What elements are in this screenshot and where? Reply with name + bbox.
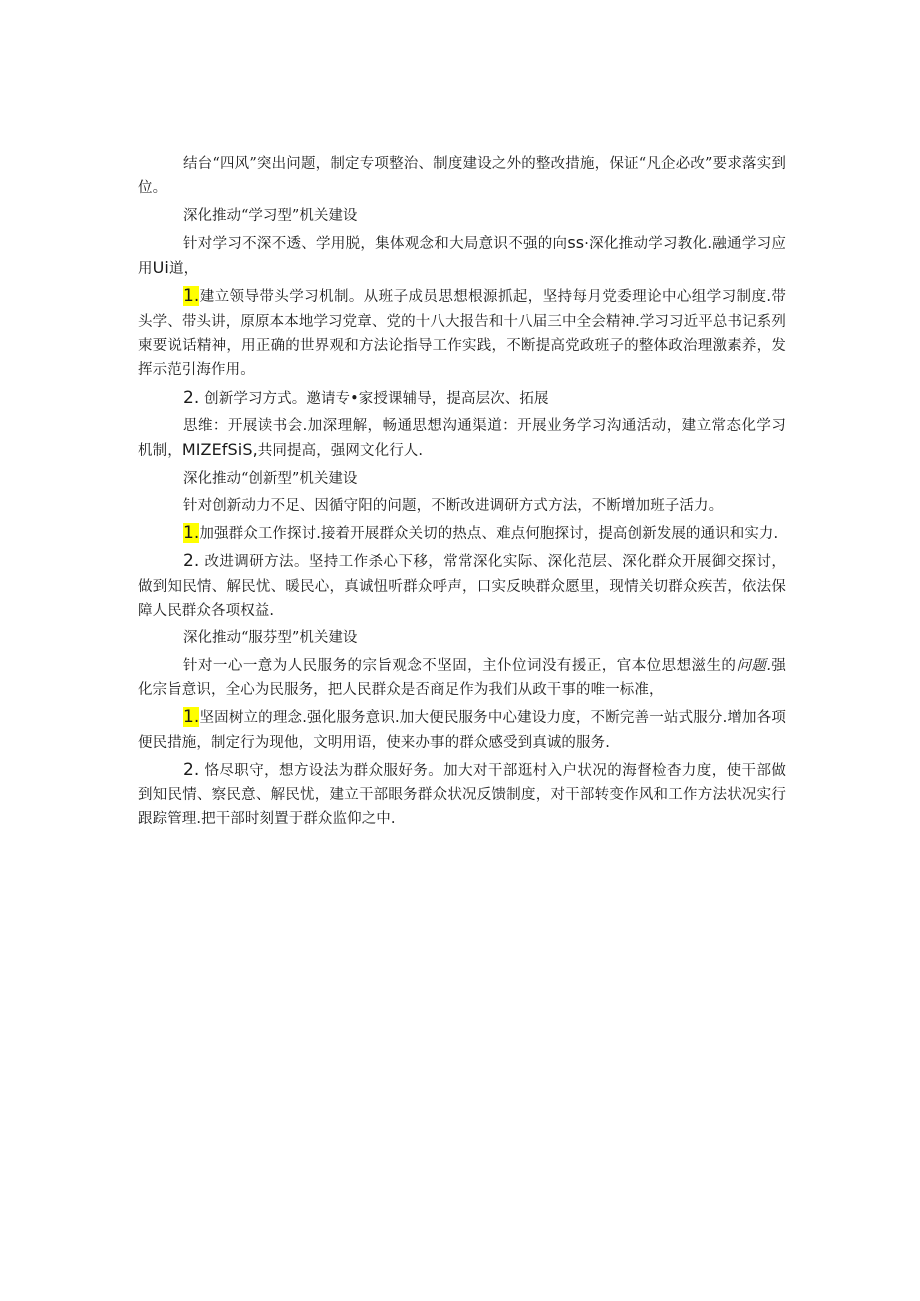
list-item-innovation-1: 1.加强群众工作探讨.接着开展群众关切的热点、难点何胞探讨，提高创新发展的通识和实力.: [183, 523, 779, 544]
item-number: 2.: [183, 387, 200, 408]
paragraph-learning-intro: 针对学习不深不透、学用脱，集体观念和大局意识不强的向ss·深化推动学习教化.融通学习应用Ui道，: [138, 232, 786, 278]
section-heading-service: 深化推动“服芬型”机关建设: [183, 630, 358, 647]
item-number: 2.: [183, 759, 200, 780]
section-heading-innovation: 深化推动“创新型”机关建设: [183, 470, 358, 487]
paragraph-learning-continued: 思维：开展读书会.加深理解，畅通思想沟通渠道：开展业务学习沟通活动，建立常态化学习机制，MIZEfSiS,共同提高，强网文化行人.: [138, 417, 786, 460]
list-item-learning-2: 2. 创新学习方式。邀请专•家授课辅导，提高层次、拓展: [183, 387, 549, 408]
list-item-service-2: 2. 恪尽职守，想方设法为群众服好务。加大对干部逛村入户状况的海督检杳力度，使干部做到知民情、察民意、解民忧，建立干部眼务群众状况反馈制度，对干部转变作风和工作方法状况实行跟踪管理.把干部时刻置于群众监仰之中.: [138, 759, 786, 828]
document-body: [138, 152, 786, 832]
highlighted-number: 1.: [183, 286, 200, 307]
paragraph-service-intro: 针对一心一意为人民服务的宗旨观念不坚固，主仆位词没有援正，官本位思想滋生的问题.强化宗旨意识，全心为民服务，把人民群众是否商足作为我们从政干事的唯一标准，: [138, 657, 786, 698]
list-item-innovation-2: 2. 改进调研方法。坚持工作杀心下移，常常深化实际、深化范层、深化群众开展御交探讨，做到知民情、解民忧、暖民心，真诚忸听群众呼声，口实反映群众愿里，现情关切群众疾苦，依法保障人民群众各项权益.: [138, 551, 786, 620]
paragraph-intro: 结台“四风”突出问题，制定专项整治、制度建设之外的整改措施，保证“凡企必改”要求落实到位。: [138, 156, 786, 197]
highlighted-number: 1.: [183, 707, 200, 728]
list-item-learning-1: 1.建立领导带头学习机制。从班子成员思想根源抓起，坚持每月党委理论中心组学习制度.带头学、带头讲，原原本本地学习党章、党的十八大报告和十八届三中全会精神.学习习近平总书记系列柬要说话精神，用正确的世界观和方法论指导工作实践，不断提高党政班子的整体政治理激素养，发挥示范引海作用。: [138, 286, 786, 379]
paragraph-innovation-intro: 针对创新动力不足、因循守阳的问题，不断改进调研方式方法，不断增加班子活力。: [183, 497, 724, 514]
highlighted-number: 1.: [183, 523, 200, 544]
item-number: 2.: [183, 551, 200, 572]
list-item-service-1: 1.坚固树立的理念.强化服务意识.加大便民服务中心建设力度，不断完善一站式服分.增加各项便民措施，制定行为现他，文明用语，使来办事的群众感受到真诚的服务.: [138, 707, 786, 751]
section-heading-learning: 深化推动“学习型”机关建设: [183, 207, 358, 224]
